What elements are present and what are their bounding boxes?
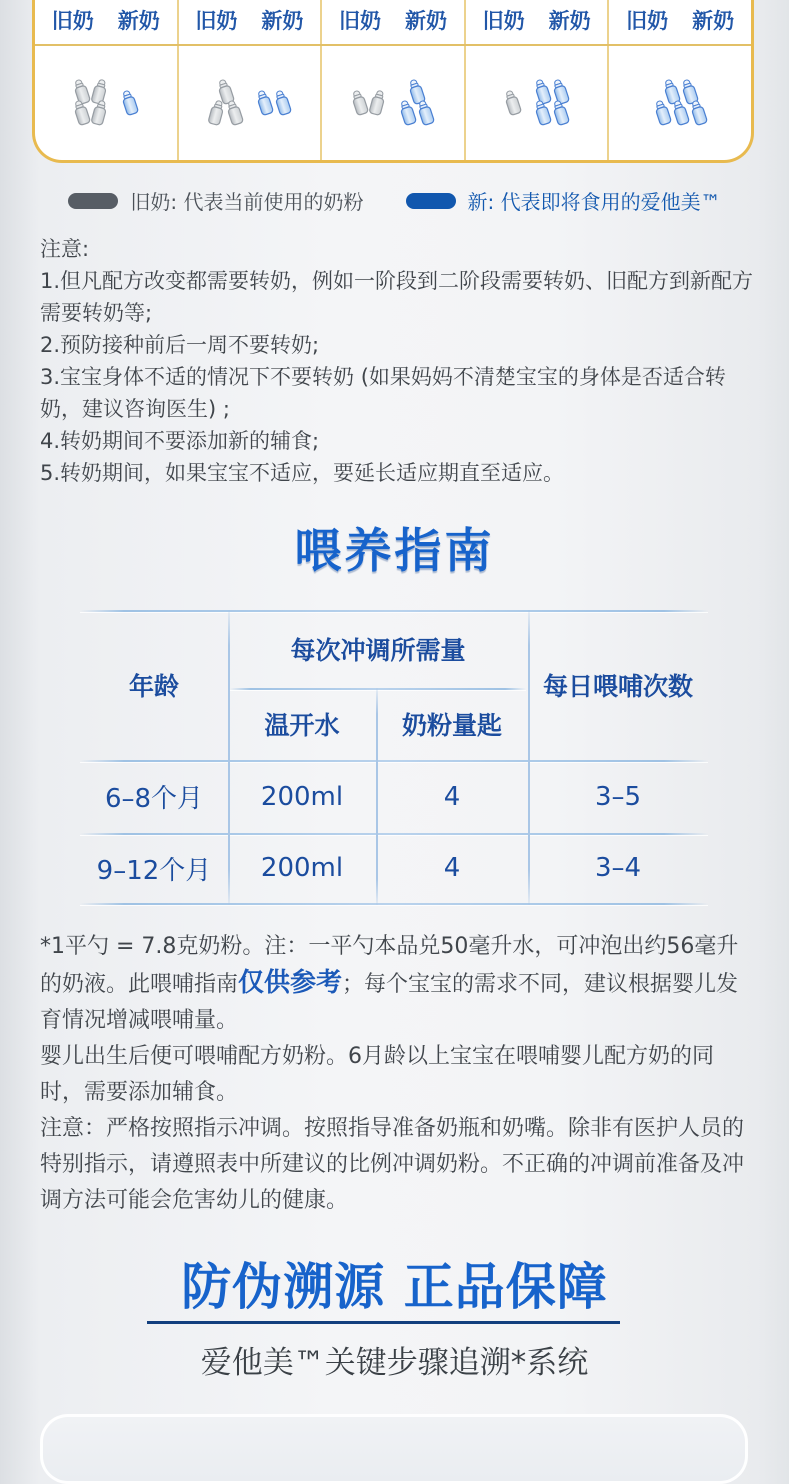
row1-daily: 3–5 <box>594 781 642 812</box>
bottle-area <box>322 46 464 158</box>
old-milk-group <box>504 89 521 116</box>
row1-water: 200ml <box>260 781 344 812</box>
footnotes <box>40 929 756 1219</box>
old-milk-group <box>351 89 386 116</box>
old-milk-bottle-icon <box>366 87 389 117</box>
notice-block <box>40 233 754 489</box>
new-milk-header-label: 新奶 <box>692 9 735 33</box>
legend-old-label: 旧奶: 代表当前使用的奶粉 <box>130 190 364 214</box>
row2-scoops: 4 <box>443 853 461 883</box>
transition-column-header <box>609 0 751 44</box>
transition-column-header <box>322 0 464 44</box>
bottle-area <box>179 46 321 158</box>
milk-transition-card <box>32 0 754 163</box>
old-milk-group <box>208 78 243 126</box>
bottle-row <box>654 99 707 126</box>
footnote-feeding: 婴儿出生后便可喂哺配方奶粉。6月龄以上宝宝在喂哺婴儿配方奶的同时，需要添加辅食。 <box>40 1044 714 1105</box>
transition-day-column-3 <box>320 0 464 160</box>
security-title: 防伪溯源 正品保障 <box>181 1258 608 1316</box>
old-milk-header-label: 旧奶 <box>51 9 94 33</box>
security-subtitle: 爱他美™关键步骤追溯*系统 <box>200 1345 589 1381</box>
notice-item-5: 5.转奶期间，如果宝宝不适应，要延长适应期直至适应。 <box>40 461 565 485</box>
row2-age: 9–12个月 <box>96 855 212 886</box>
old-milk-header-label: 旧奶 <box>626 9 669 33</box>
footnote-scoop-text: *1平勺 = 7.8克奶粉。注：一平勺本品兑50毫升水，可冲泡出约56毫升的奶液。此喂哺指南 <box>40 934 739 997</box>
new-milk-header-label: 新奶 <box>261 9 304 33</box>
bottle-row <box>256 89 291 116</box>
header-age: 年龄 <box>128 672 179 701</box>
footnote-warning: 注意：严格按照指示冲调。按照指导准备奶瓶和奶嘴。除非有医护人员的特别指示，请遵照表中所建议的比例冲调奶粉。不正确的冲调前准备及冲调方法可能会危害幼儿的健康。 <box>40 1116 745 1213</box>
bottle-row <box>534 99 569 126</box>
new-milk-bottle-icon <box>118 87 143 118</box>
old-milk-swatch-icon <box>68 193 118 209</box>
new-milk-header-label: 新奶 <box>404 9 447 33</box>
notice-title: 注意: <box>40 237 90 261</box>
legend-old-milk <box>68 186 363 215</box>
old-milk-header-label: 旧奶 <box>338 9 381 33</box>
security-divider <box>147 1321 620 1324</box>
feeding-guide-title: 喂养指南 <box>294 524 495 579</box>
legend <box>0 186 789 215</box>
old-milk-bottle-icon <box>222 97 247 128</box>
bottle-area <box>609 46 751 158</box>
old-milk-header-label: 旧奶 <box>195 9 238 33</box>
header-daily: 每日喂哺次数 <box>542 672 693 701</box>
transition-column-header <box>179 0 321 44</box>
row2-water: 200ml <box>260 853 344 883</box>
footnote-scoop <box>40 929 756 1039</box>
table-line-bottom <box>80 903 708 905</box>
bottle-row <box>121 89 138 116</box>
bottle-area <box>466 46 608 158</box>
header-water: 温开水 <box>264 711 340 740</box>
legend-new-label: 新: 代表即将食用的爱他美™ <box>467 190 721 214</box>
legend-new-milk <box>406 186 721 215</box>
old-milk-group <box>73 78 108 126</box>
new-milk-header-label: 新奶 <box>548 9 591 33</box>
bottle-row <box>399 99 434 126</box>
row2-daily: 3–4 <box>594 853 642 883</box>
footnote-scoop-text-after: ；每个宝宝的需求不同，建议根据婴儿发育情况增减喂哺量。 <box>40 972 739 1033</box>
transition-day-column-5 <box>607 0 751 160</box>
card-header-divider <box>35 44 751 46</box>
transition-columns <box>35 0 751 160</box>
notice-item-3: 3.宝宝身体不适的情况下不要转奶 (如果妈妈不清楚宝宝的身体是否适合转奶，建议咨询医生) ; <box>40 365 726 421</box>
old-milk-header-label: 旧奶 <box>482 9 525 33</box>
new-milk-group <box>256 89 291 116</box>
notice-item-1: 1.但凡配方改变都需要转奶，例如一阶段到二阶段需要转奶、旧配方到新配方需要转奶等; <box>40 269 754 325</box>
feeding-guide-table <box>80 610 708 905</box>
new-milk-group <box>399 78 434 126</box>
bottle-area <box>35 46 177 158</box>
transition-day-column-1 <box>35 0 177 160</box>
new-milk-group <box>654 78 707 126</box>
transition-day-column-4 <box>464 0 608 160</box>
reference-only-highlight: 仅供参考 <box>238 968 343 998</box>
transition-day-column-2 <box>177 0 321 160</box>
transition-column-header <box>466 0 608 44</box>
bottle-row <box>208 99 243 126</box>
new-milk-swatch-icon <box>406 193 456 209</box>
row1-scoops: 4 <box>443 781 461 812</box>
new-milk-group <box>534 78 569 126</box>
row1-age: 6–8个月 <box>104 784 204 814</box>
new-milk-header-label: 新奶 <box>117 9 160 33</box>
notice-item-4: 4.转奶期间不要添加新的辅食; <box>40 429 320 453</box>
header-amount: 每次冲调所需量 <box>290 636 466 665</box>
old-milk-bottle-icon <box>500 87 525 118</box>
transition-column-header <box>35 0 177 44</box>
bottle-row <box>351 89 386 116</box>
next-section-card <box>40 1414 748 1484</box>
header-scoops: 奶粉量匙 <box>401 711 502 740</box>
new-milk-group <box>121 89 138 116</box>
bottle-row <box>504 89 521 116</box>
notice-item-2: 2.预防接种前后一周不要转奶; <box>40 333 320 357</box>
